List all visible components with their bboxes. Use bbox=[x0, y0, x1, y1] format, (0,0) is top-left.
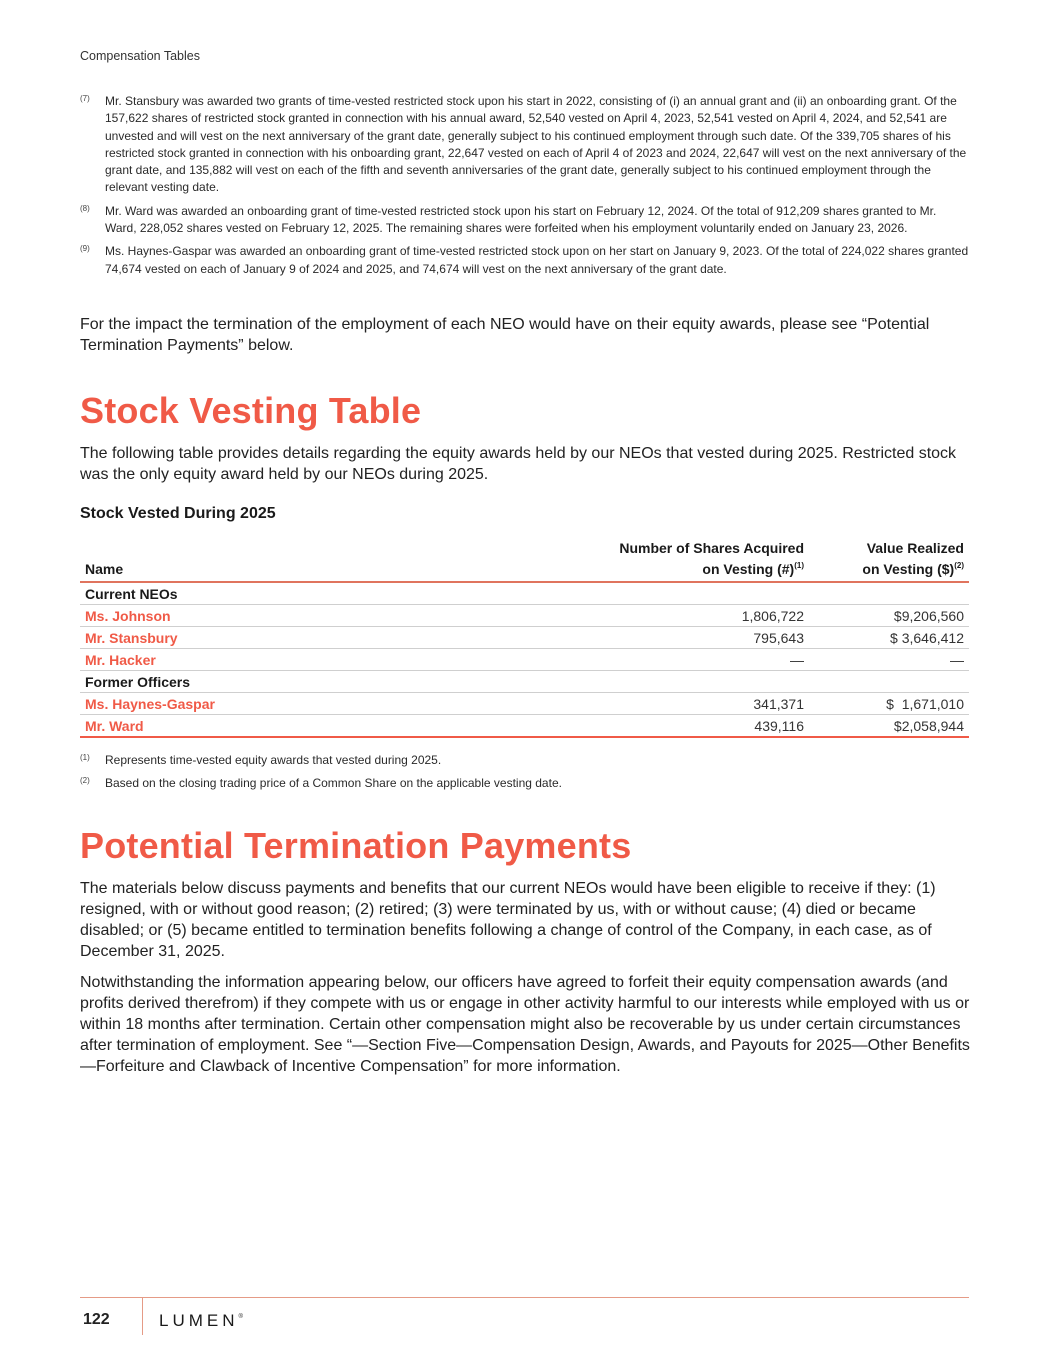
running-header: Compensation Tables bbox=[80, 49, 200, 63]
footnote-text: Mr. Ward was awarded an onboarding grant of time-vested restricted stock upon his start on February 12, 2024. Of the total of 912,209 shares granted to Mr. Ward, 228,052 shares vested on February 12, 2025. The remaining shares were forfeited when his employment voluntarily ended on January 23, 2026. bbox=[105, 203, 937, 236]
person-name: Mr. Stansbury bbox=[80, 627, 439, 649]
column-header-value bbox=[809, 540, 969, 582]
stock-vested-table bbox=[80, 540, 969, 738]
person-name: Ms. Johnson bbox=[80, 605, 439, 627]
value-cell: $9,206,560 bbox=[809, 605, 969, 627]
column-header-shares bbox=[439, 540, 809, 582]
footnote-2 bbox=[80, 775, 970, 792]
footnote-marker: (8) bbox=[80, 203, 90, 213]
footnote-marker: (7) bbox=[80, 94, 90, 103]
shares-cell: — bbox=[439, 649, 809, 671]
intro-text: For the impact the termination of the employment of each NEO would have on their equity awards, please see “Potential Termination Payments” below. bbox=[80, 316, 930, 354]
value-header-line2: on Vesting ($) bbox=[862, 561, 955, 577]
shares-cell: 1,806,722 bbox=[439, 605, 809, 627]
shares-header-line1: Number of Shares Acquired bbox=[619, 540, 804, 556]
top-footnotes bbox=[80, 93, 970, 284]
value-cell: $2,058,944 bbox=[809, 715, 969, 738]
termination-paragraph-1: The materials below discuss payments and benefits that our current NEOs would have been eligible to receive if they: (1) resigned, with or without good reason; (2) retired; (3) were terminated by us, with or without cause; (4) died or became disabled; or (5) became entitled to termination benefits following a change of control of the Company, in each case, as of December 31, 2025. bbox=[80, 880, 936, 960]
lumen-logo bbox=[159, 1311, 243, 1331]
table-row bbox=[80, 649, 969, 671]
footnote-marker: (2) bbox=[80, 776, 90, 786]
footnote-text: Represents time-vested equity awards that vested during 2025. bbox=[105, 753, 442, 767]
shares-header-line2: on Vesting (#) bbox=[702, 561, 795, 577]
group-label: Current NEOs bbox=[80, 582, 439, 605]
termination-heading: Potential Termination Payments bbox=[80, 825, 632, 866]
footnote-text: Mr. Stansbury was awarded two grants of time-vested restricted stock upon his start in 2022, consisting of (i) an annual grant and (ii) an onboarding grant. Of the 157,622 shares of restricted stock granted in connection with his annual award, 52,540 vested on April 4, 2023, 52,541 vested on April 4, 2024, and 52,541 are unvested and will vest on the next anniversary of the grant date, generally subject to his continued employment through such date. Of the 339,705 shares of his restricted stock granted in connection with his onboarding grant, 22,647 vested on each of April 4 of 2023 and 2024, 22,647 will vest on the next anniversary of the grant date, and 135,882 will vest on each of the fifth and seventh anniversaries of the grant date, generally subject to his continued employment through the relevant vesting date. bbox=[105, 94, 967, 195]
footnote-marker: (1) bbox=[80, 753, 90, 762]
shares-cell bbox=[439, 582, 809, 605]
footnote-1 bbox=[80, 752, 970, 769]
termination-paragraph-2: Notwithstanding the information appearing below, our officers have agreed to forfeit their equity compensation awards (and profits derived therefrom) if they compete with us or engage in other activity harmful to our interests while employed with us or within 18 months after termination. Certain other compensation might also be recoverable by us under certain circumstances after termination of employment. See “—Section Five—Compensation Design, Awards, and Payouts for 2025—Other Benefits—Forfeiture and Clawback of Incentive Compensation” for more information. bbox=[80, 974, 970, 1075]
table-row bbox=[80, 627, 969, 649]
person-name: Ms. Haynes-Gaspar bbox=[80, 693, 439, 715]
table-row-group bbox=[80, 582, 969, 605]
footnote-marker: (9) bbox=[80, 244, 90, 254]
footnote-ref: (1) bbox=[794, 561, 804, 570]
group-label: Former Officers bbox=[80, 671, 439, 693]
table-footnotes bbox=[80, 752, 970, 799]
page-number: 122 bbox=[83, 1311, 110, 1328]
column-header-name: Name bbox=[80, 540, 439, 582]
table-title: Stock Vested During 2025 bbox=[80, 505, 276, 522]
table-row bbox=[80, 715, 969, 738]
table-header-row bbox=[80, 540, 969, 582]
logo-text: LUMEN bbox=[159, 1311, 239, 1330]
table-row-group bbox=[80, 671, 969, 693]
footnote-9 bbox=[80, 243, 970, 278]
footnote-ref: (2) bbox=[954, 561, 964, 570]
stock-vesting-heading: Stock Vesting Table bbox=[80, 390, 422, 431]
shares-cell: 439,116 bbox=[439, 715, 809, 738]
table-row bbox=[80, 605, 969, 627]
value-header-line1: Value Realized bbox=[866, 540, 964, 556]
person-name: Mr. Ward bbox=[80, 715, 439, 738]
footnote-7 bbox=[80, 93, 970, 197]
value-cell: $ 1,671,010 bbox=[809, 693, 969, 715]
shares-cell: 341,371 bbox=[439, 693, 809, 715]
shares-cell bbox=[439, 671, 809, 693]
intro-paragraph bbox=[80, 314, 970, 366]
description-text: The following table provides details regarding the equity awards held by our NEOs that vested during 2025. Restricted stock was the only equity award held by our NEOs during 2025. bbox=[80, 445, 957, 483]
value-cell bbox=[809, 671, 969, 693]
footnote-text: Based on the closing trading price of a Common Share on the applicable vesting date. bbox=[105, 776, 562, 791]
registered-mark-icon: ® bbox=[238, 1314, 243, 1320]
value-cell bbox=[809, 582, 969, 605]
footnote-text: Ms. Haynes-Gaspar was awarded an onboarding grant of time-vested restricted stock upon on her start on January 9, 2023. Of the total of 224,022 shares granted 74,674 vested on each of January 9 of 2024 and 2025, and 74,674 will vest on the next anniversary of the grant date. bbox=[105, 244, 969, 276]
value-cell: — bbox=[809, 649, 969, 671]
shares-cell: 795,643 bbox=[439, 627, 809, 649]
termination-body bbox=[80, 878, 970, 1087]
stock-vesting-description bbox=[80, 443, 970, 495]
footer-divider bbox=[142, 1298, 143, 1335]
footnote-8 bbox=[80, 203, 970, 238]
value-cell: $ 3,646,412 bbox=[809, 627, 969, 649]
person-name: Mr. Hacker bbox=[80, 649, 439, 671]
page-footer bbox=[80, 1297, 969, 1338]
table-row bbox=[80, 693, 969, 715]
